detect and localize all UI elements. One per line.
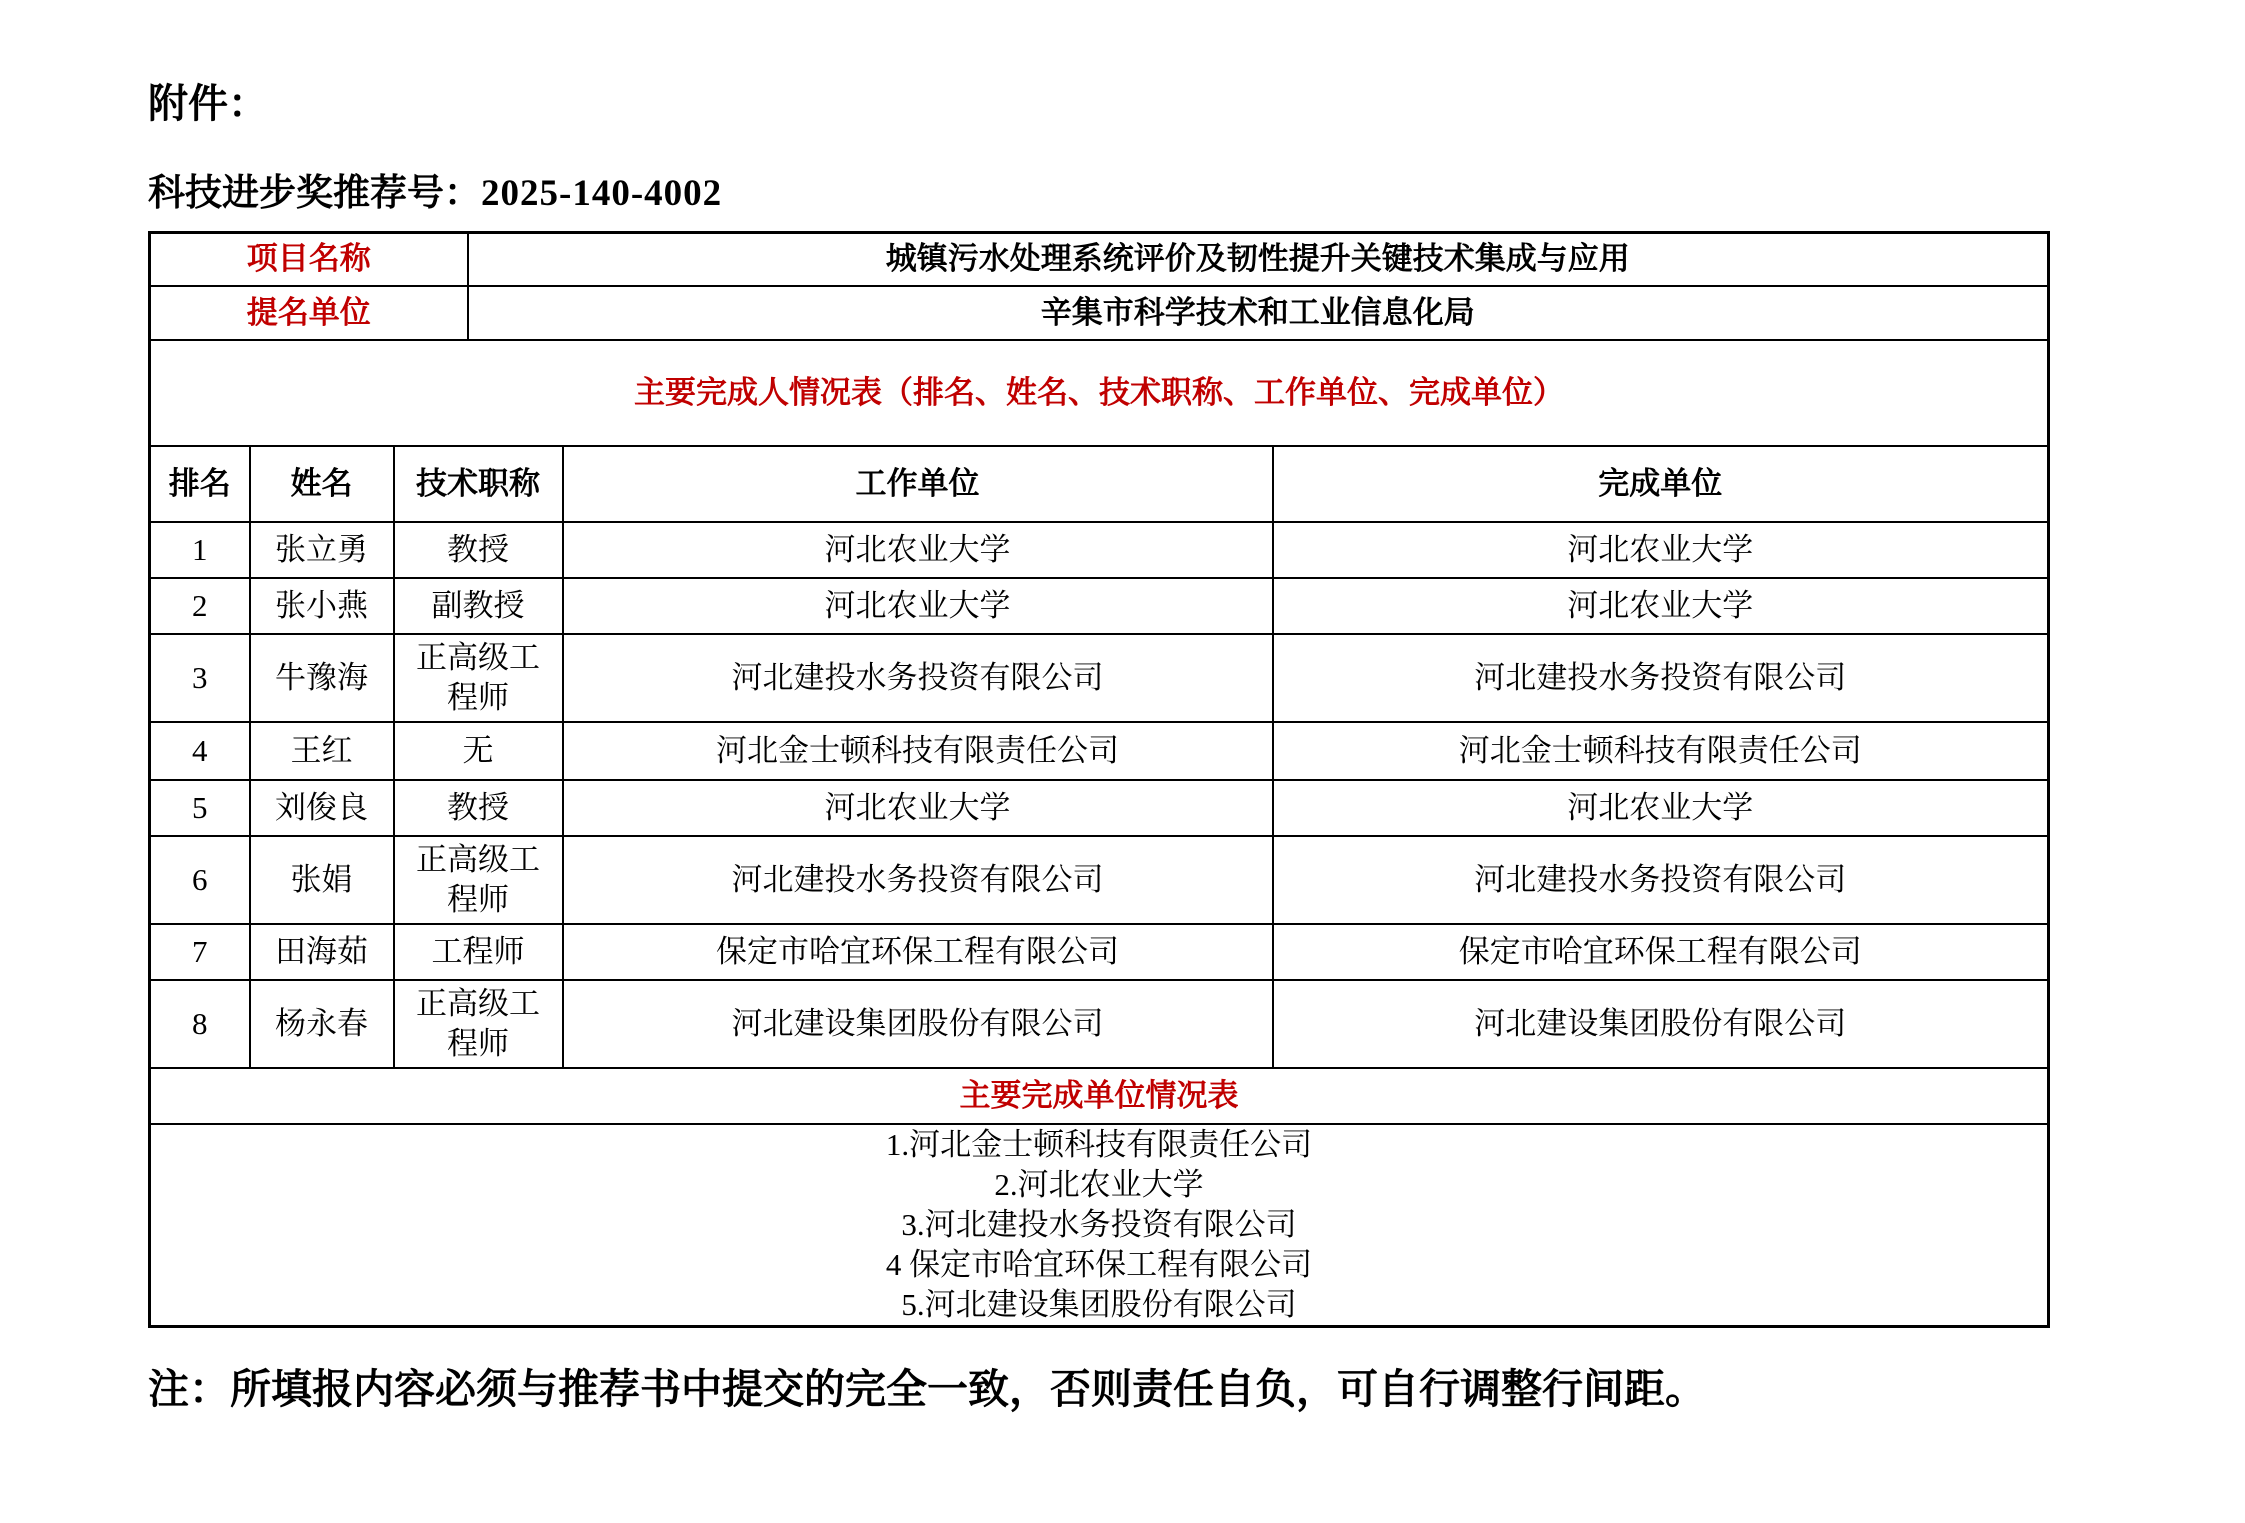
cell-work-unit: 河北农业大学 (563, 578, 1273, 634)
cell-name: 王红 (250, 722, 394, 780)
cell-rank: 2 (150, 578, 250, 634)
table-row (150, 578, 2049, 634)
recommendation-number: 2025-140-4002 (481, 173, 723, 214)
table-row (150, 980, 2049, 1068)
cell-tech-title: 无 (394, 722, 563, 780)
cell-work-unit: 保定市哈宜环保工程有限公司 (563, 924, 1273, 980)
cell-completion-unit: 河北建设集团股份有限公司 (1273, 980, 2049, 1068)
cell-tech-title: 正高级工程师 (394, 634, 563, 722)
cell-rank: 7 (150, 924, 250, 980)
units-list-cell (150, 1124, 2049, 1327)
header-cell-work-unit: 工作单位 (563, 446, 1273, 522)
table-row (150, 522, 2049, 578)
note-text: 注：所填报内容必须与推荐书中提交的完全一致，否则责任自负，可自行调整行间距。 (148, 1366, 1706, 1413)
header-cell-tech-title: 技术职称 (394, 446, 563, 522)
project-name-value-cell: 城镇污水处理系统评价及韧性提升关键技术集成与应用 (468, 232, 2049, 286)
table-row (150, 722, 2049, 780)
cell-completion-unit: 河北农业大学 (1273, 578, 2049, 634)
completers-header-row (150, 446, 2049, 522)
attachment-heading: 附件： (148, 81, 268, 126)
cell-completion-unit: 河北建投水务投资有限公司 (1273, 634, 2049, 722)
units-title-row (150, 1068, 2049, 1124)
units-list-row (150, 1124, 2049, 1327)
cell-name: 田海茹 (250, 924, 394, 980)
units-title-cell: 主要完成单位情况表 (150, 1068, 2049, 1124)
unit-list-item: 2.河北农业大学 (994, 1167, 1204, 1203)
cell-rank: 1 (150, 522, 250, 578)
cell-completion-unit: 河北农业大学 (1273, 522, 2049, 578)
project-name-row (150, 232, 2049, 286)
cell-completion-unit: 河北金士顿科技有限责任公司 (1273, 722, 2049, 780)
cell-name: 张娟 (250, 836, 394, 924)
header-cell-rank: 排名 (150, 446, 250, 522)
cell-tech-title: 教授 (394, 522, 563, 578)
nominator-value-cell: 辛集市科学技术和工业信息化局 (468, 286, 2049, 340)
table-row (150, 780, 2049, 836)
project-name-label-cell: 项目名称 (150, 232, 468, 286)
cell-tech-title: 教授 (394, 780, 563, 836)
cell-completion-unit: 保定市哈宜环保工程有限公司 (1273, 924, 2049, 980)
cell-tech-title: 工程师 (394, 924, 563, 980)
cell-rank: 5 (150, 780, 250, 836)
unit-list-item: 3.河北建投水务投资有限公司 (901, 1207, 1297, 1243)
recommendation-line (148, 174, 2245, 215)
header-cell-name: 姓名 (250, 446, 394, 522)
cell-tech-title: 正高级工程师 (394, 836, 563, 924)
cell-work-unit: 河北农业大学 (563, 780, 1273, 836)
cell-tech-title: 副教授 (394, 578, 563, 634)
header-cell-completion-unit: 完成单位 (1273, 446, 2049, 522)
cell-name: 张立勇 (250, 522, 394, 578)
nominator-label-cell: 提名单位 (150, 286, 468, 340)
cell-completion-unit: 河北农业大学 (1273, 780, 2049, 836)
cell-name: 牛豫海 (250, 634, 394, 722)
cell-name: 张小燕 (250, 578, 394, 634)
cell-name: 杨永春 (250, 980, 394, 1068)
cell-work-unit: 河北建投水务投资有限公司 (563, 634, 1273, 722)
unit-list-item: 5.河北建设集团股份有限公司 (901, 1287, 1297, 1323)
table-row (150, 836, 2049, 924)
table-row (150, 634, 2049, 722)
cell-work-unit: 河北建设集团股份有限公司 (563, 980, 1273, 1068)
unit-list-item: 4 保定市哈宜环保工程有限公司 (885, 1247, 1313, 1283)
main-table (148, 231, 2050, 1329)
cell-work-unit: 河北农业大学 (563, 522, 1273, 578)
cell-completion-unit: 河北建投水务投资有限公司 (1273, 836, 2049, 924)
unit-list-item: 1.河北金士顿科技有限责任公司 (885, 1127, 1313, 1163)
cell-rank: 4 (150, 722, 250, 780)
completers-title-cell: 主要完成人情况表（排名、姓名、技术职称、工作单位、完成单位） (150, 340, 2049, 446)
nominator-row (150, 286, 2049, 340)
cell-rank: 6 (150, 836, 250, 924)
table-row (150, 924, 2049, 980)
cell-work-unit: 河北金士顿科技有限责任公司 (563, 722, 1273, 780)
cell-tech-title: 正高级工程师 (394, 980, 563, 1068)
completers-title-row (150, 340, 2049, 446)
cell-work-unit: 河北建投水务投资有限公司 (563, 836, 1273, 924)
cell-rank: 8 (150, 980, 250, 1068)
cell-name: 刘俊良 (250, 780, 394, 836)
cell-rank: 3 (150, 634, 250, 722)
recommendation-label: 科技进步奖推荐号： (148, 173, 481, 214)
